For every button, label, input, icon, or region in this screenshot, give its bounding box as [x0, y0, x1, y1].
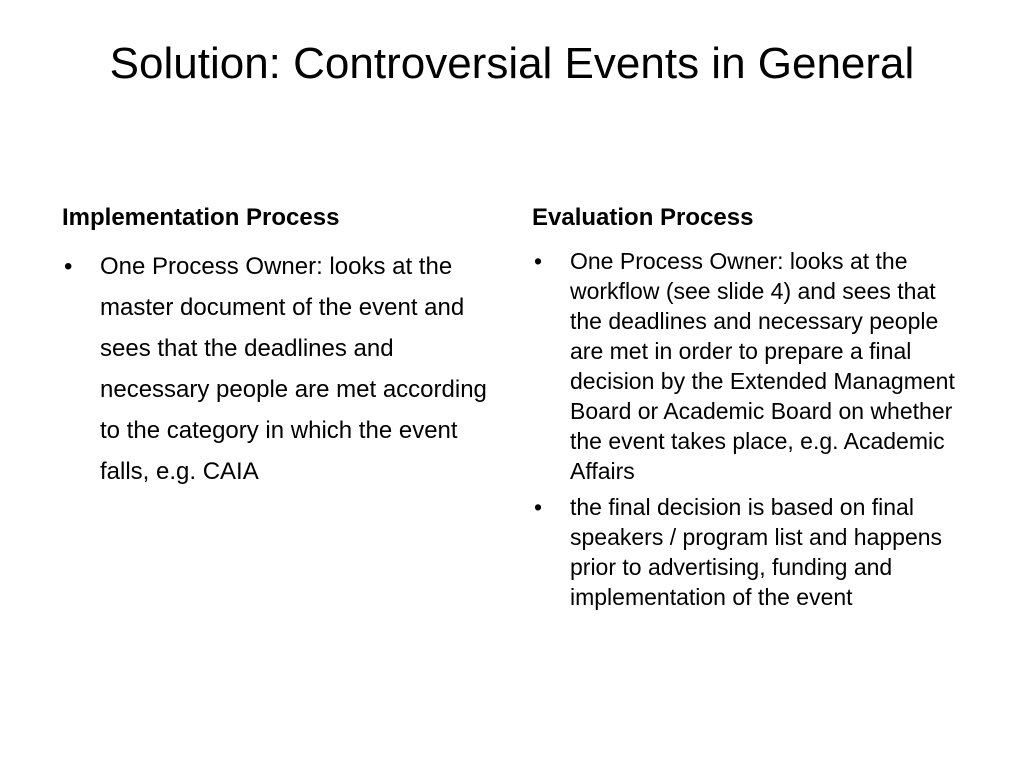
bullet-text: One Process Owner: looks at the workflow (see slide 4) and sees that the deadlines and necessary people are met in order to prepare a final decision by the Extended Managment Board or Academic Board on whether the event takes place, e.g. Academic Affairs	[570, 248, 955, 484]
list-item	[62, 246, 502, 492]
implementation-column	[62, 200, 502, 492]
bullet-icon: •	[534, 494, 543, 520]
evaluation-heading: Evaluation Process	[532, 204, 754, 231]
bullet-text: the final decision is based on final speakers / program list and happens prior to advertising, funding and implementation of the event	[570, 494, 943, 610]
evaluation-column	[532, 200, 972, 618]
bullet-icon: •	[64, 253, 73, 280]
list-item	[532, 246, 972, 486]
list-item	[532, 492, 972, 612]
bullet-text: One Process Owner: looks at the master document of the event and sees that the deadlines and necessary people are met according to the category in which the event falls, e.g. CAIA	[100, 253, 487, 485]
bullet-icon: •	[534, 248, 543, 274]
evaluation-bullet-list	[532, 246, 972, 612]
implementation-bullet-list	[62, 246, 502, 492]
slide-title: Solution: Controversial Events in General	[109, 39, 915, 88]
implementation-heading: Implementation Process	[62, 204, 340, 231]
